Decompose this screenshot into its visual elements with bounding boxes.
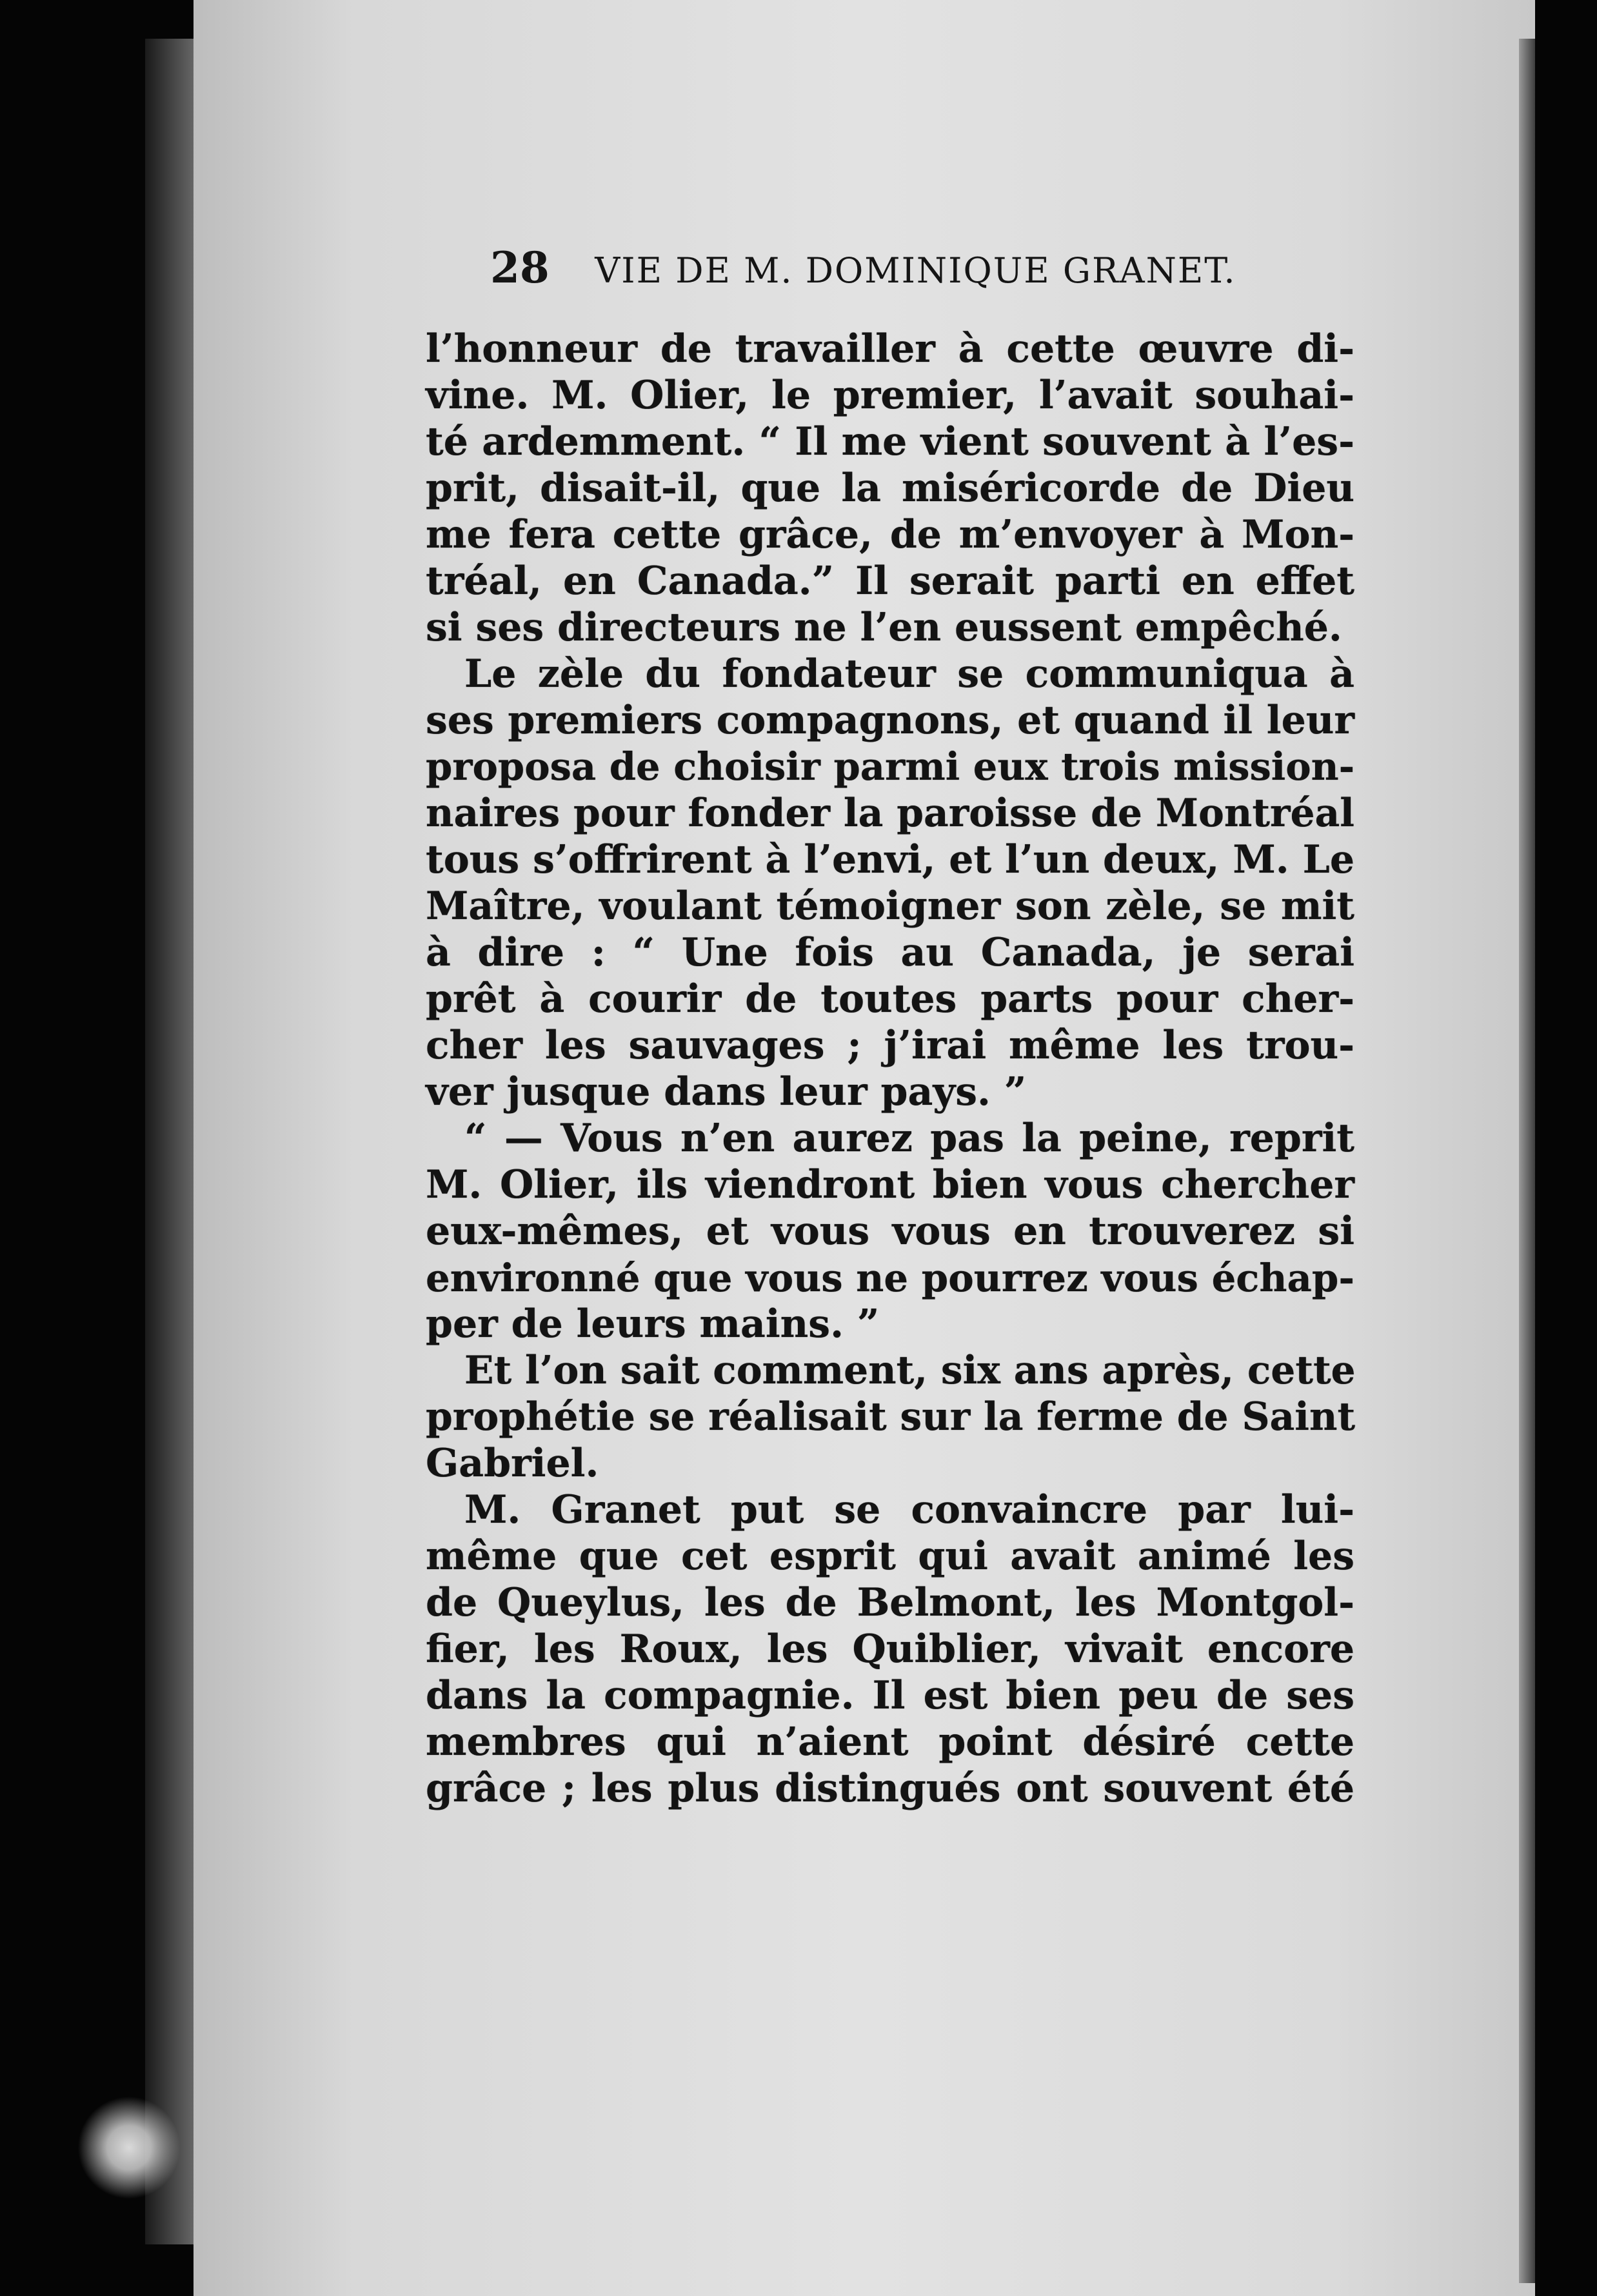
text-line: M. Olier, ils viendront bien vous chercher bbox=[426, 1162, 1354, 1207]
text-line: per de leurs mains. ” bbox=[426, 1301, 880, 1347]
text-line: dans la compagnie. Il est bien peu de ses bbox=[426, 1673, 1354, 1718]
text-line: de Queylus, les de Belmont, les Montgol- bbox=[426, 1580, 1354, 1625]
text-line: prêt à courir de toutes parts pour cher- bbox=[426, 976, 1354, 1022]
text-line: Maître, voulant témoigner son zèle, se mit bbox=[426, 884, 1354, 929]
text-line: ses premiers compagnons, et quand il leur bbox=[426, 698, 1354, 743]
text-line: prit, disait-il, que la miséricorde de Dieu bbox=[426, 466, 1354, 511]
text-line: me fera cette grâce, de m’envoyer à Mon- bbox=[426, 512, 1354, 557]
text-line: cher les sauvages ; j’irai même les trou- bbox=[426, 1023, 1354, 1068]
running-head bbox=[490, 239, 1342, 297]
text-line: naires pour fonder la paroisse de Montréal bbox=[426, 791, 1354, 836]
text-line: prophétie se réalisait sur la ferme de Saint bbox=[426, 1394, 1356, 1440]
body-text bbox=[426, 326, 1354, 1812]
text-line: M. Granet put se convaincre par lui- bbox=[464, 1487, 1354, 1532]
page-number: 28 bbox=[490, 242, 550, 293]
text-line: grâce ; les plus distingués ont souvent été bbox=[426, 1766, 1354, 1811]
text-line: proposa de choisir parmi eux trois mission- bbox=[426, 744, 1355, 789]
text-line: ver jusque dans leur pays. ” bbox=[426, 1069, 1027, 1114]
text-line: eux-mêmes, et vous vous en trouverez si bbox=[426, 1209, 1354, 1254]
text-line: même que cet esprit qui avait animé les bbox=[426, 1534, 1354, 1579]
scan-smudge bbox=[77, 2096, 181, 2199]
text-line: Et l’on sait comment, six ans après, cette bbox=[464, 1348, 1356, 1393]
text-line: tous s’offrirent à l’envi, et l’un deux, M. Le bbox=[426, 837, 1354, 882]
text-line: Gabriel. bbox=[426, 1441, 599, 1486]
book-edge-shadow bbox=[145, 39, 197, 2244]
text-line: té ardemment. “ Il me vient souvent à l’es- bbox=[426, 419, 1354, 464]
text-line: Le zèle du fondateur se communiqua à bbox=[464, 651, 1354, 697]
text-line: l’honneur de travailler à cette œuvre di- bbox=[426, 326, 1354, 371]
text-line: tréal, en Canada.” Il serait parti en effet bbox=[426, 559, 1354, 604]
text-line: fier, les Roux, les Quiblier, vivait encore bbox=[426, 1627, 1354, 1672]
scan-border-right bbox=[1535, 0, 1597, 2296]
text-line: si ses directeurs ne l’en eussent empêché. bbox=[426, 605, 1342, 650]
text-line: membres qui n’aient point désiré cette bbox=[426, 1719, 1354, 1765]
text-line: environné que vous ne pourrez vous échap- bbox=[426, 1255, 1355, 1300]
text-line: vine. M. Olier, le premier, l’avait souhai- bbox=[426, 373, 1354, 418]
running-title: VIE DE M. DOMINIQUE GRANET. bbox=[595, 250, 1236, 291]
text-line: à dire : “ Une fois au Canada, je serai bbox=[426, 930, 1354, 975]
text-line: “ — Vous n’en aurez pas la peine, reprit bbox=[464, 1116, 1354, 1161]
